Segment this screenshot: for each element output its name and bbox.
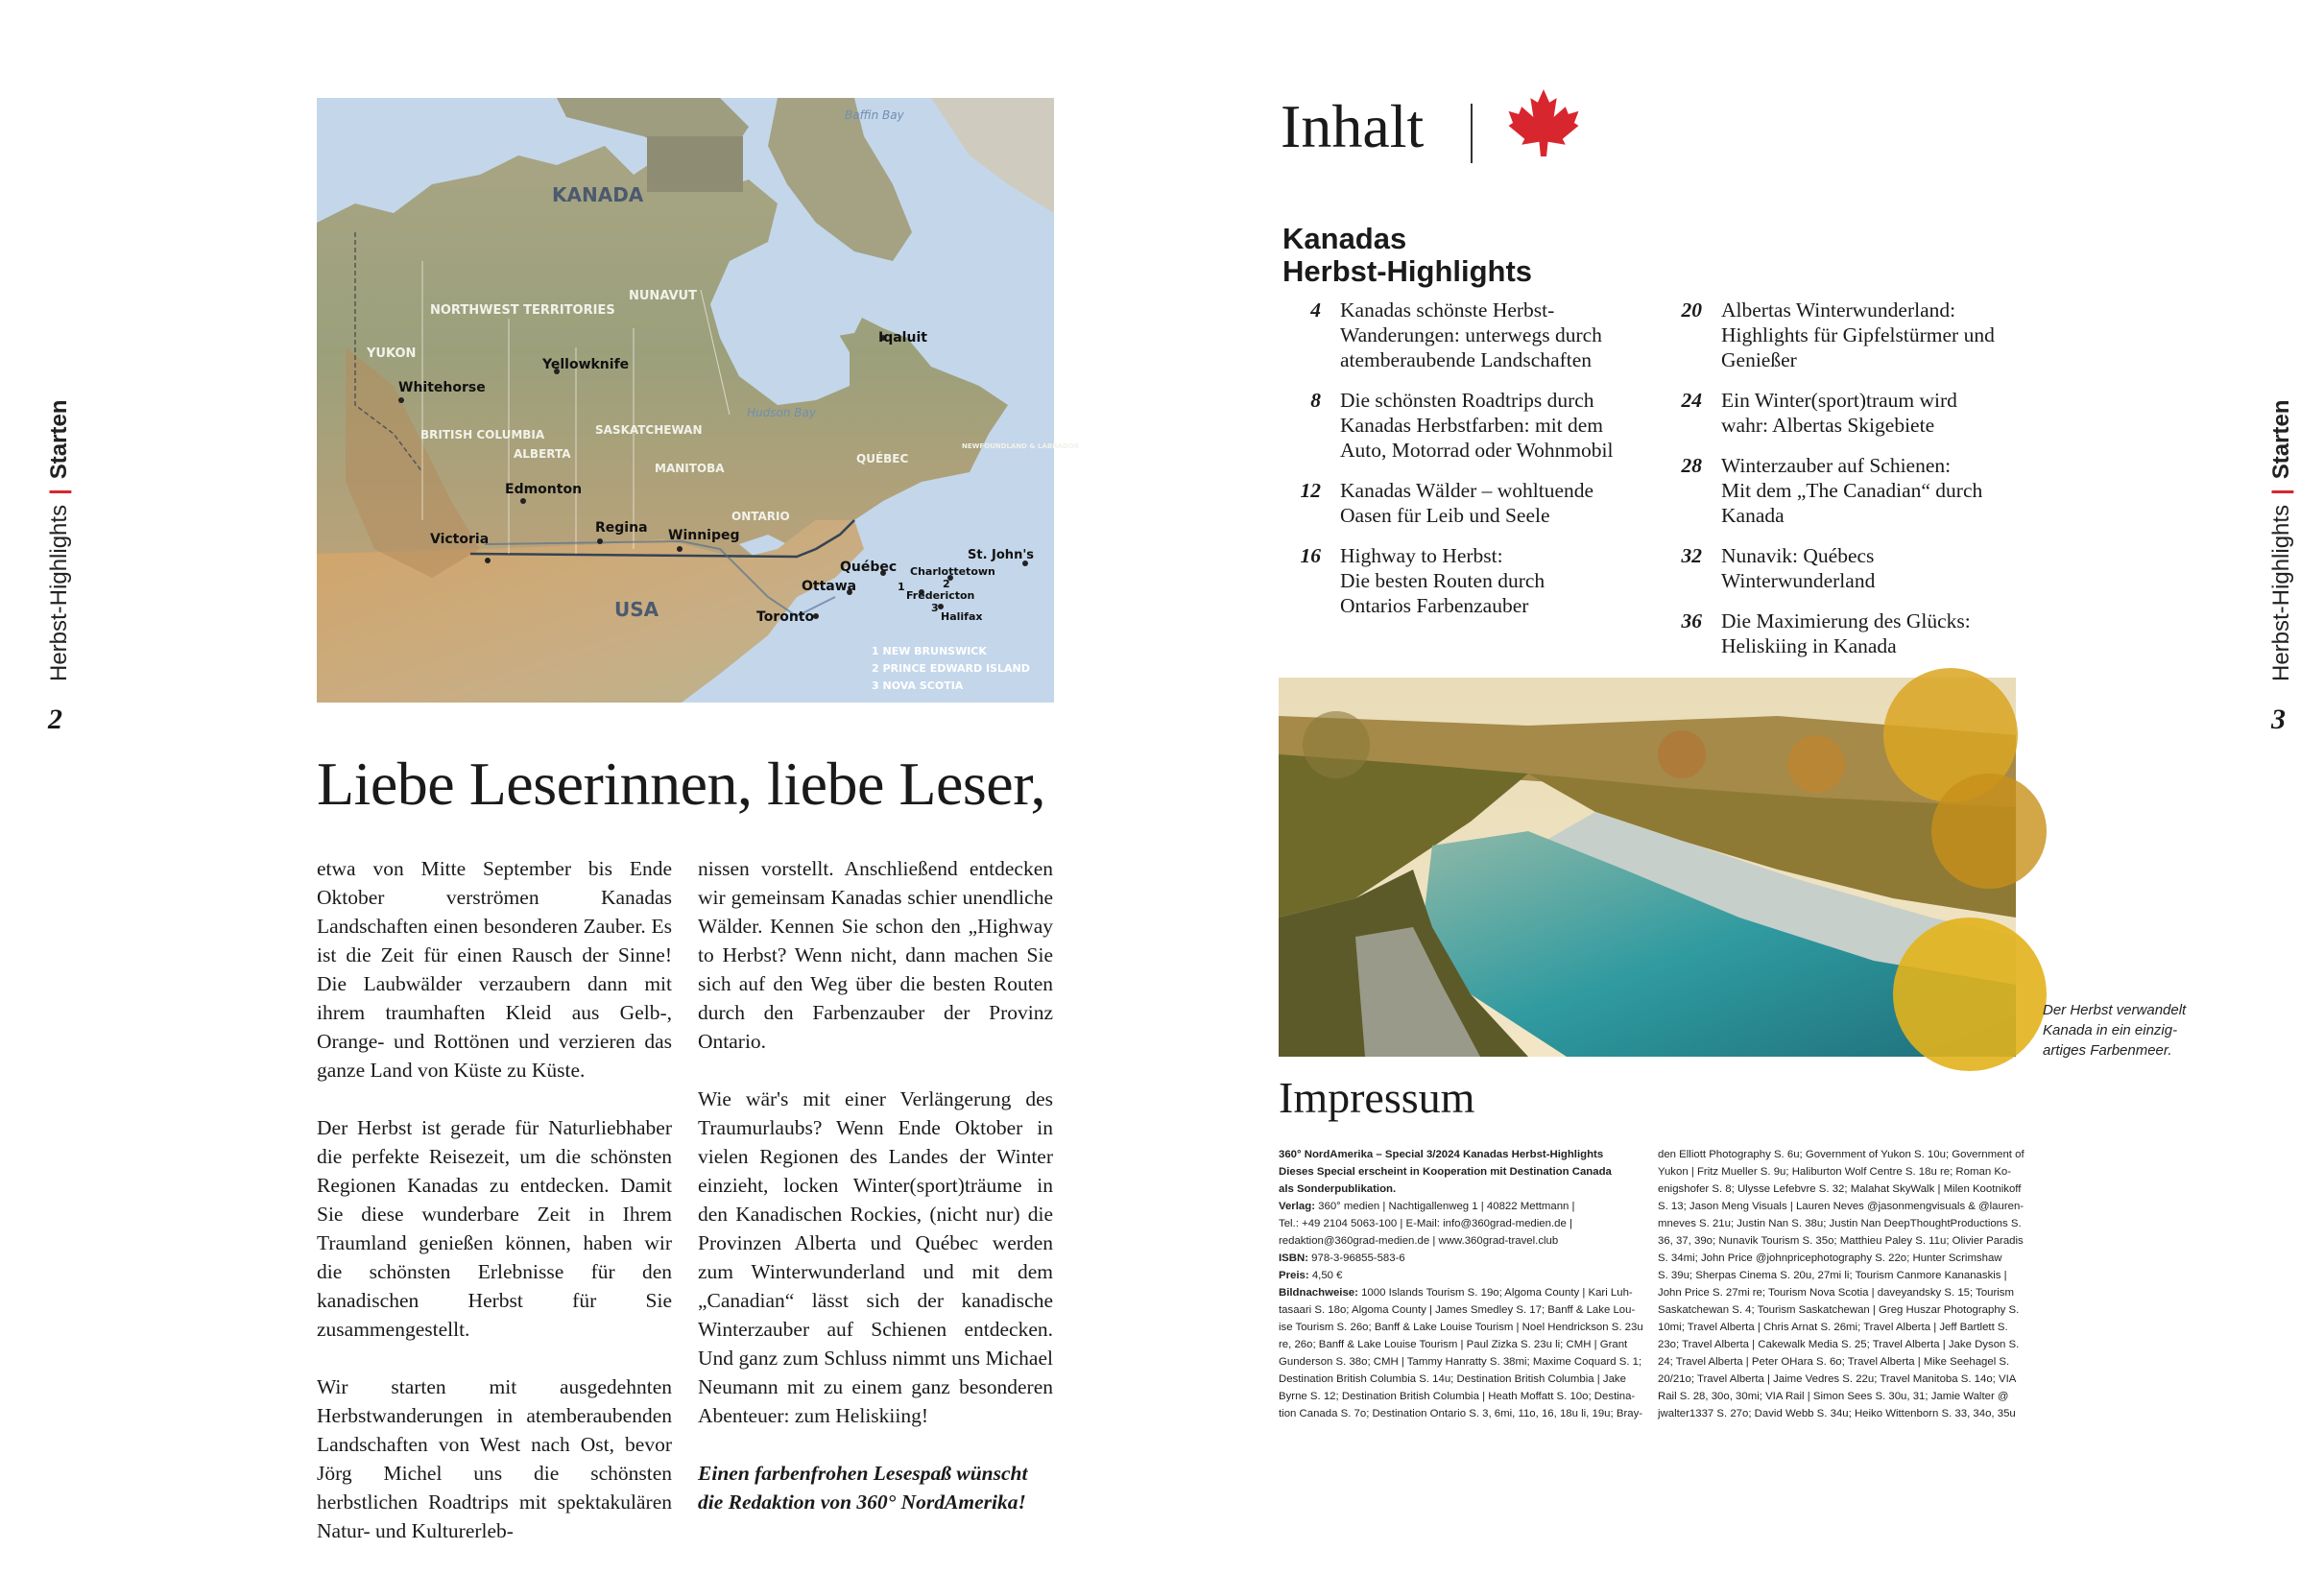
city-toronto: Toronto xyxy=(756,609,815,625)
side-topic: Herbst-Highlights xyxy=(46,504,72,681)
letter-headline: Liebe Leserinnen, liebe Leser, xyxy=(317,750,1045,818)
toc-page-number: 4 xyxy=(1310,298,1321,322)
left-side-marker xyxy=(38,365,96,691)
dot-edmonton xyxy=(520,498,526,504)
toc-item-line: Heliskiing in Kanada xyxy=(1721,634,1897,657)
impressum-line-text: 978-3-96855-583-6 xyxy=(1308,1252,1405,1264)
toc-item-line: Winterzauber auf Schienen: xyxy=(1721,454,1952,477)
toc-section-line-2: Herbst-Highlights xyxy=(1282,254,1533,288)
toc-item-line: wahr: Albertas Skigebiete xyxy=(1721,414,1935,437)
letter-signature: Einen farbenfrohen Lesespaß wünscht die Redaktion von 360° NordAmerika! xyxy=(698,1462,1028,1514)
side-section: Starten xyxy=(2268,399,2294,480)
impressum-line: 10mi; Travel Alberta | Chris Arnat S. 26mi; Travel Alberta | Jeff Bartlett S. xyxy=(1658,1322,2008,1333)
map-label-manitoba: MANITOBA xyxy=(655,462,725,475)
letter-paragraph: etwa von Mitte September bis Ende Oktober verströmen Kanadas Landschaften einen besonderen Zauber. Es ist die Zeit für einen Rausch der Sinne! Die Laubwälder verzaubern dann mit ihrem traumhaften Kleid aus Gelb-, Orange- und Rottönen und verzieren das ganze Land von Küste zu Küste. xyxy=(317,857,672,1082)
toc-item[interactable] xyxy=(1282,298,1647,372)
photo-caption xyxy=(2043,1000,2186,1061)
impressum-line xyxy=(1279,1267,1643,1284)
impressum-line xyxy=(1279,1284,1643,1301)
map-label-alberta: ALBERTA xyxy=(514,447,571,461)
impressum-line: S. 13; Jason Meng Visuals | Lauren Neves @jasonmengvisuals & @lauren- xyxy=(1658,1201,2025,1212)
city-edmonton: Edmonton xyxy=(505,482,583,497)
toc-page-number: 28 xyxy=(1681,454,1702,477)
toc-item-line: atemberaubende Landschaften xyxy=(1340,348,1593,371)
map-legend-1: 1 NEW BRUNSWICK xyxy=(872,645,987,657)
toc-item-line: Ontarios Farbenzauber xyxy=(1340,594,1529,617)
dot-winnipeg xyxy=(677,546,683,552)
impressum-line xyxy=(1279,1336,1643,1353)
city-whitehorse: Whitehorse xyxy=(398,380,486,395)
city-halifax: Halifax xyxy=(941,610,983,623)
map-label-kanada: KANADA xyxy=(552,183,644,206)
side-section: Starten xyxy=(46,399,72,480)
impressum-line: 36, 37, 39o; Nunavik Tourism S. 35o; Matthieu Paley S. 11u; Olivier Paradis xyxy=(1658,1235,2024,1247)
caption-line: artiges Farbenmeer. xyxy=(2043,1042,2172,1059)
impressum-line xyxy=(1279,1319,1643,1336)
toc-item-line: Kanadas Wälder – wohltuende xyxy=(1340,479,1594,502)
toc-item[interactable] xyxy=(1664,608,2038,658)
toc-item-line: Genießer xyxy=(1721,348,1797,371)
canada-map xyxy=(317,98,1080,703)
impressum-line-label: 360° NordAmerika – Special 3/2024 Kanadas Herbst-Highlights xyxy=(1279,1149,1604,1160)
toc-item[interactable] xyxy=(1664,388,2038,438)
city-stjohns: St. John's xyxy=(968,548,1035,562)
dot-halifax xyxy=(938,604,944,609)
toc-page-number: 20 xyxy=(1681,298,1702,322)
impressum-line xyxy=(1279,1371,1643,1388)
impressum-line-text: Destination British Columbia S. 14u; Destination British Columbia | Jake xyxy=(1279,1373,1626,1385)
title-divider xyxy=(1471,104,1473,163)
toc-section-line-1: Kanadas xyxy=(1282,222,1407,255)
impressum-line: 23o; Travel Alberta | Cakewalk Media S. 25; Travel Alberta | Jake Dyson S. xyxy=(1658,1339,2020,1350)
impressum-line-text: redaktion@360grad-medien.de | www.360grad-travel.club xyxy=(1279,1235,1559,1247)
toc-item-line: Kanada xyxy=(1721,504,1785,527)
toc-item-line: Oasen für Leib und Seele xyxy=(1340,504,1550,527)
toc-item-line: Kanadas Herbstfarben: mit dem xyxy=(1340,414,1604,437)
impressum-line-label: als Sonderpublikation. xyxy=(1279,1183,1397,1195)
impressum-line: John Price S. 27mi re; Tourism Nova Scotia | daveyandsky S. 15; Tourism xyxy=(1658,1287,2014,1299)
toc-item-line: Albertas Winterwunderland: xyxy=(1721,298,1956,322)
land-highland xyxy=(647,136,743,192)
map-graphic xyxy=(317,98,1080,703)
map-marker-3: 3 xyxy=(931,602,939,614)
impressum-line-text: 1000 Islands Tourism S. 19o; Algoma County | Kari Luh- xyxy=(1357,1287,1633,1299)
map-label-yukon: YUKON xyxy=(367,346,417,361)
map-label-nl: NEWFOUNDLAND & LABRADOR xyxy=(962,442,1080,450)
toc-section-title xyxy=(1282,223,1532,288)
toc-item-line: Die schönsten Roadtrips durch xyxy=(1340,389,1594,412)
map-label-baffin: Baffin Bay xyxy=(845,108,904,122)
map-legend-2: 2 PRINCE EDWARD ISLAND xyxy=(872,662,1030,675)
impressum-line xyxy=(1279,1250,1643,1267)
toc-item-line: Ein Winter(sport)traum wird xyxy=(1721,389,1957,412)
toc-item-line: Auto, Motorrad oder Wohnmobil xyxy=(1340,439,1614,462)
toc-item-line: Nunavik: Québecs xyxy=(1721,544,1875,567)
impressum-line xyxy=(1279,1198,1643,1215)
city-winnipeg: Winnipeg xyxy=(668,528,740,543)
impressum-line: jwalter1337 S. 27o; David Webb S. 34u; Heiko Wittenborn S. 33, 34o, 35u xyxy=(1658,1408,2016,1419)
map-label-hudson: Hudson Bay xyxy=(747,406,816,419)
impressum-line-text: ise Tourism S. 26o; Banff & Lake Louise Tourism | Noel Hendrickson S. 23u xyxy=(1279,1322,1643,1333)
impressum-line: Saskatchewan S. 4; Tourism Saskatchewan | Greg Huszar Photography S. xyxy=(1658,1304,2020,1316)
toc-column-right xyxy=(1664,298,2038,674)
city-ottawa: Ottawa xyxy=(802,579,857,594)
impressum-line xyxy=(1279,1353,1643,1371)
caption-line: Kanada in ein einzig- xyxy=(2043,1022,2178,1038)
city-victoria: Victoria xyxy=(430,532,490,547)
impressum-line-text: tasaari S. 18o; Algoma County | James Smedley S. 17; Banff & Lake Lou- xyxy=(1279,1304,1636,1316)
impressum-line xyxy=(1279,1232,1643,1250)
dot-whitehorse xyxy=(398,397,404,403)
impressum-line: Yukon | Fritz Mueller S. 9u; Haliburton Wolf Centre S. 18u re; Roman Ko- xyxy=(1658,1166,2012,1178)
city-charlottetown: Charlottetown xyxy=(910,565,995,578)
impressum-line-text: Gunderson S. 38o; CMH | Tammy Hanratty S. 38mi; Maxime Coquard S. 1; xyxy=(1279,1356,1642,1368)
impressum-line: S. 34mi; John Price @johnpricephotography S. 22o; Hunter Scrimshaw xyxy=(1658,1252,2002,1264)
impressum-line xyxy=(1279,1180,1643,1198)
map-label-nunavut: NUNAVUT xyxy=(629,289,697,303)
map-label-ontario: ONTARIO xyxy=(731,510,790,523)
impressum-line: S. 39u; Sherpas Cinema S. 20u, 27mi li; Tourism Canmore Kananaskis | xyxy=(1658,1270,2007,1281)
impressum-line xyxy=(1279,1388,1643,1405)
map-label-quebec-province: QUÉBEC xyxy=(856,452,909,465)
letter-paragraph: Der Herbst ist gerade für Naturliebhaber die perfekte Reisezeit, um die schönsten Regionen Kanadas zu entdecken. Damit Sie diese wunderbare Zeit in Ihrem Traumland genießen können, haben wir die schönsten Erlebnisse für den kanadischen Herbst für Sie zusammengestellt. xyxy=(317,1116,672,1341)
toc-page-number: 32 xyxy=(1681,544,1702,567)
impressum-line-label: Bildnachweise: xyxy=(1279,1287,1358,1299)
page-number: 2 xyxy=(48,704,62,735)
toc-item-line: Highlights für Gipfelstürmer und xyxy=(1721,323,1995,346)
impressum-line xyxy=(1279,1405,1643,1422)
dot-regina xyxy=(597,538,603,544)
toc-item-line: Die Maximierung des Glücks: xyxy=(1721,609,1971,632)
impressum-line-label: Verlag: xyxy=(1279,1201,1315,1212)
toc-column-left xyxy=(1282,298,1647,633)
toc-item[interactable] xyxy=(1282,543,1647,618)
impressum-line-text: tion Canada S. 7o; Destination Ontario S. 3, 6mi, 11o, 16, 18u li, 19u; Bray- xyxy=(1279,1408,1643,1419)
city-yellowknife: Yellowknife xyxy=(542,357,630,372)
impressum-title: Impressum xyxy=(1279,1073,1475,1122)
impressum-line xyxy=(1279,1215,1643,1232)
map-label-nwt: NORTHWEST TERRITORIES xyxy=(430,303,615,318)
letter-column-2 xyxy=(698,854,1053,1545)
side-divider: | xyxy=(2268,489,2294,495)
toc-item[interactable] xyxy=(1282,478,1647,528)
toc-page-number: 24 xyxy=(1681,389,1702,412)
city-quebec: Québec xyxy=(840,560,898,575)
toc-item-line: Highway to Herbst: xyxy=(1340,544,1503,567)
map-label-usa: USA xyxy=(614,598,659,621)
toc-item[interactable] xyxy=(1282,388,1647,463)
dot-victoria xyxy=(485,558,491,563)
photo-graphic xyxy=(1279,678,2016,1057)
impressum-line-label: Dieses Special erscheint in Kooperation mit Destination Canada xyxy=(1279,1166,1612,1178)
impressum-column-2 xyxy=(1658,1146,2027,1422)
toc-item-line: Kanadas schönste Herbst- xyxy=(1340,298,1555,322)
letter-paragraph: nissen vorstellt. Anschließend entdecken wir gemeinsam Kanadas schier unendliche Wälder. Kennen Sie schon den „Highway to Herbst? Wenn nicht, dann machen Sie sich auf den Weg über die besten Routen durch den Farbenzauber der Provinz Ontario. xyxy=(698,857,1053,1053)
caption-line: Der Herbst verwandelt xyxy=(2043,1002,2187,1018)
impressum-line: enigshofer S. 8; Ulysse Lefebvre S. 32; Malahat SkyWalk | Milen Kootnikoff xyxy=(1658,1183,2022,1195)
impressum-line: mneves S. 21u; Justin Nan S. 38u; Justin Nan DeepThoughtProductions S. xyxy=(1658,1218,2022,1229)
toc-item[interactable] xyxy=(1664,453,2038,528)
maple-leaf-icon xyxy=(1507,86,1580,164)
letter-paragraph: Wir starten mit ausgedehnten Herbstwanderungen in atemberaubenden Landschaften von West nach Ost, bevor Jörg Michel uns die schönsten herbstlichen Roadtrips mit spektakulären Natur- und Kulturerleb- xyxy=(317,1375,672,1542)
toc-item-line: Mit dem „The Canadian“ durch xyxy=(1721,479,1983,502)
impressum-line-text: re, 26o; Banff & Lake Louise Tourism | Paul Zizka S. 23u li; CMH | Grant xyxy=(1279,1339,1628,1350)
toc-page-number: 8 xyxy=(1310,389,1321,412)
impressum-line-text: 360° medien | Nachtigallenweg 1 | 40822 Mettmann | xyxy=(1315,1201,1575,1212)
side-divider: | xyxy=(46,489,72,495)
toc-item-line: Die besten Routen durch xyxy=(1340,569,1545,592)
toc-page-number: 36 xyxy=(1681,609,1702,632)
letter-column-1 xyxy=(317,854,672,1574)
toc-item-line: Winterwunderland xyxy=(1721,569,1876,592)
impressum-line-text: Byrne S. 12; Destination British Columbia | Heath Moffatt S. 10o; Destina- xyxy=(1279,1391,1636,1402)
city-regina: Regina xyxy=(595,520,648,536)
right-side-marker xyxy=(2261,365,2318,691)
impressum-line: 20/21o; Travel Alberta | Jaime Vedres S. 22u; Travel Manitoba S. 14o; VIA xyxy=(1658,1373,2017,1385)
city-iqaluit: Iqaluit xyxy=(878,330,927,346)
impressum-column-1 xyxy=(1279,1146,1643,1422)
impressum-line-text: 4,50 € xyxy=(1308,1270,1343,1281)
impressum-line-label: ISBN: xyxy=(1279,1252,1309,1264)
impressum-line xyxy=(1279,1146,1643,1163)
map-marker-1: 1 xyxy=(898,581,905,593)
map-label-bc: BRITISH COLUMBIA xyxy=(420,428,545,441)
impressum-line: Rail S. 28, 30o, 30mi; VIA Rail | Simon Sees S. 30u, 31; Jamie Walter @ xyxy=(1658,1391,2009,1402)
side-topic: Herbst-Highlights xyxy=(2268,504,2294,681)
letter-paragraph: Wie wär's mit einer Verlängerung des Traumurlaubs? Wenn Ende Oktober in vielen Regionen des Landes der Winter einzieht, locken Winter(sport)träume in den Kanadischen Rockies, (nicht nur) die Provinzen Alberta und Québec werden zum Winterwunderland und mit dem „Canadian“ lässt sich der kanadische Winterzauber auf Schienen entdecken. Und ganz zum Schluss nimmt uns Michael Neumann mit zu einem ganz besonderen Abenteuer: zum Heliskiing! xyxy=(698,1087,1053,1427)
impressum-line: den Elliott Photography S. 6u; Government of Yukon S. 10u; Government of xyxy=(1658,1149,2025,1160)
toc-item-line: Wanderungen: unterwegs durch xyxy=(1340,323,1602,346)
toc-item[interactable] xyxy=(1664,543,2038,593)
toc-item[interactable] xyxy=(1664,298,2038,372)
contents-title: Inhalt xyxy=(1281,92,1425,160)
autumn-river-photo xyxy=(1279,678,2016,1057)
toc-page-number: 12 xyxy=(1300,479,1321,502)
impressum-line-text: Tel.: +49 2104 5063-100 | E-Mail: info@360grad-medien.de | xyxy=(1279,1218,1572,1229)
impressum-line: 24; Travel Alberta | Peter OHara S. 6o; Travel Alberta | Mike Seehagel S. xyxy=(1658,1356,2010,1368)
impressum-line-label: Preis: xyxy=(1279,1270,1309,1281)
city-fredericton: Fredericton xyxy=(906,589,975,602)
map-legend-3: 3 NOVA SCOTIA xyxy=(872,680,964,692)
page-number: 3 xyxy=(2271,704,2286,735)
impressum-line xyxy=(1279,1301,1643,1319)
toc-page-number: 16 xyxy=(1300,544,1321,567)
map-label-sask: SASKATCHEWAN xyxy=(595,423,703,437)
map-marker-2: 2 xyxy=(943,578,950,590)
impressum-line xyxy=(1279,1163,1643,1180)
